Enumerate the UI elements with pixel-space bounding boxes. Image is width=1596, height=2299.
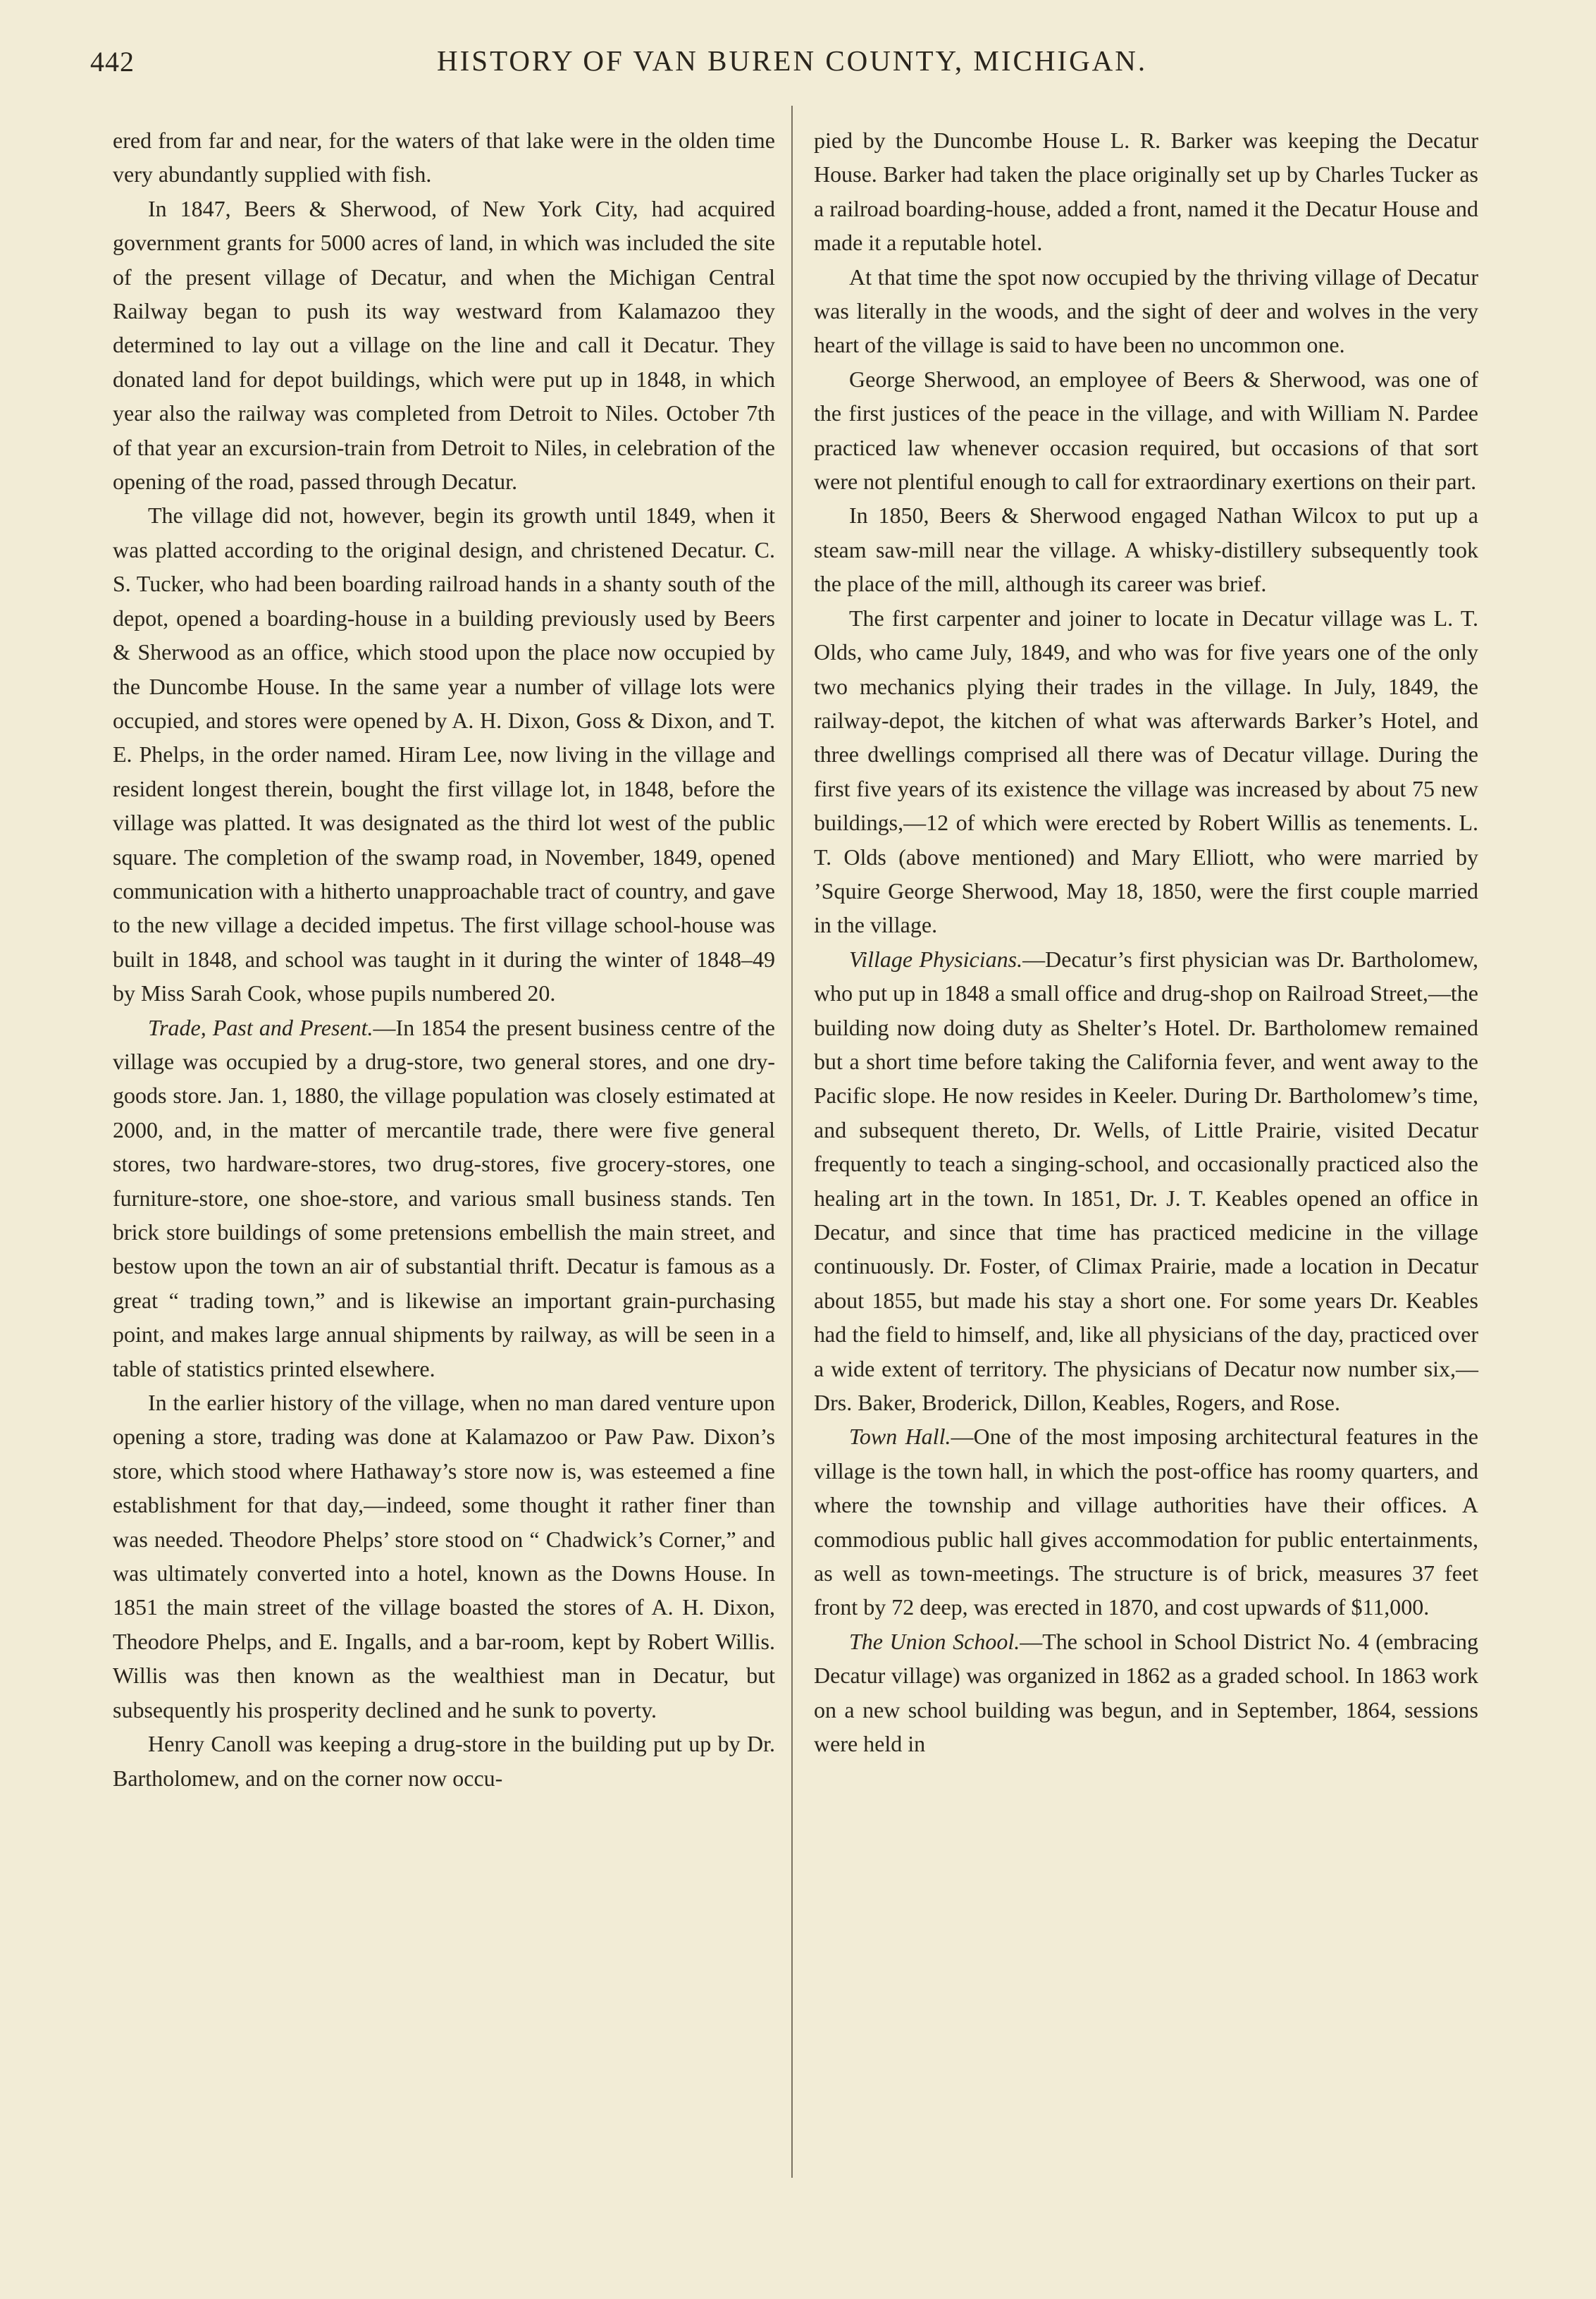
section-heading: Town Hall.	[849, 1424, 951, 1450]
paragraph: Henry Canoll was keeping a drug-store in the building put up by Dr. Bartholomew, and on the corner now occu-	[113, 1731, 775, 1791]
page-number: 442	[90, 46, 135, 78]
page-header	[0, 35, 1596, 92]
running-title: HISTORY OF VAN BUREN COUNTY, MICHIGAN.	[437, 44, 1148, 77]
paragraph: George Sherwood, an employee of Beers & Sherwood, was one of the first justices of the peace in the village, and with William N. Pardee practiced law whenever occasion required, but occasions of that sort were not plentiful enough to call for extraordinary exertions on their part.	[814, 366, 1478, 495]
paragraph: The village did not, however, begin its growth until 1849, when it was platted according to the original design, and christened Decatur. C. S. Tucker, who had been boarding railroad hands in a shanty south of the depot, opened a boarding-house in a building previously used by Beers & Sherwood as an office, which stood upon the place now occupied by the Duncombe House. In the same year a number of village lots were occupied, and stores were opened by A. H. Dixon, Goss & Dixon, and T. E. Phelps, in the order named. Hiram Lee, now living in the village and resident longest therein, bought the first village lot, in 1848, before the village was platted. It was designated as the third lot west of the public square. The completion of the swamp road, in November, 1849, opened communication with a hitherto unapproachable tract of country, and gave to the new village a decided impetus. The first village school-house was built in 1848, and school was taught in it during the winter of 1848–49 by Miss Sarah Cook, whose pupils numbered 20.	[113, 503, 775, 1006]
paragraph: ered from far and near, for the waters of that lake were in the olden time very abundantly supplied with fish.	[113, 128, 775, 187]
paragraph: pied by the Duncombe House L. R. Barker was keeping the Decatur House. Barker had taken the place originally set up by Charles Tucker as a railroad boarding-house, added a front, named it the Decatur House and made it a reputable hotel.	[814, 128, 1478, 256]
section-heading: Village Physicians.	[849, 946, 1023, 972]
paragraph: Trade, Past and Present.—In 1854 the present business centre of the village was occupied by a drug-store, two general stores, and one dry-goods store. Jan. 1, 1880, the village population was closely estimated at 2000, and, in the matter of mercantile trade, there were five general stores, two hardware-stores, two drug-stores, five grocery-stores, one furniture-store, one shoe-store, and various small business stands. Ten brick store buildings of some pretensions embellish the main street, and bestow upon the town an air of substantial thrift. Decatur is famous as a great “ trading town,” and is likewise an important grain-purchasing point, and makes large annual shipments by railway, as will be seen in a table of statistics printed elsewhere.	[113, 1014, 776, 1381]
paragraph: The first carpenter and joiner to locate in Decatur village was L. T. Olds, who came July, 1849, and who was for five years one of the only two mechanics plying their trades in the village. In July, 1849, the railway-depot, the kitchen of what was afterwards Barker’s Hotel, and three dwellings comprised all there was of Decatur village. During the first five years of its existence the village was increased by about 75 new buildings,—12 of which were erected by Robert Willis as tenements. L. T. Olds (above mentioned) and Mary Elliott, who were married by ’Squire George Sherwood, May 18, 1850, were the first couple married in the village.	[814, 605, 1478, 938]
paragraph: Village Physicians.—Decatur’s first physician was Dr. Bartholomew, who put up in 1848 a small office and drug-shop on Railroad Street,—the building now doing duty as Shelter’s Hotel. Dr. Bartholomew remained but a short time before taking the California fever, and went away to the Pacific slope. He now resides in Keeler. During Dr. Bartholomew’s time, and subsequent thereto, Dr. Wells, of Little Prairie, visited Decatur frequently to teach a singing-school, and occasionally practiced also the healing art in the town. In 1851, Dr. J. T. Keables opened an office in Decatur, and since that time has practiced medicine in the village continuously. Dr. Foster, of Climax Prairie, made a location in Decatur about 1855, but made his stay a short one. For some years Dr. Keables had the field to himself, and, like all physicians of the day, practiced over a wide extent of territory. The physicians of Decatur now number six,—Drs. Baker, Broderick, Dillon, Keables, Rogers, and Rose.	[814, 946, 1479, 1416]
paragraph: The Union School.—The school in School District No. 4 (embracing Decatur village) was organized in 1862 as a graded school. In 1863 work on a new school building was begun, and in September, 1864, sessions were held in	[814, 1628, 1479, 1757]
paragraph: In the earlier history of the village, when no man dared venture upon opening a store, trading was done at Kalamazoo or Paw Paw. Dixon’s store, which stood where Hathaway’s store now is, was esteemed a fine establishment for that day,—indeed, some thought it rather finer than was needed. Theodore Phelps’ store stood on “ Chadwick’s Corner,” and was ultimately converted into a hotel, known as the Downs House. In 1851 the main street of the village boasted the stores of A. H. Dixon, Theodore Phelps, and E. Ingalls, and a bar-room, kept by Robert Willis. Willis was then known as the wealthiest man in Decatur, but subsequently his prosperity declined and he sunk to poverty.	[113, 1390, 775, 1722]
paragraph: At that time the spot now occupied by the thriving village of Decatur was literally in the woods, and the sight of deer and wolves in the very heart of the village is said to have been no uncommon one.	[814, 264, 1478, 358]
right-column	[814, 123, 1478, 1761]
paragraph: Town Hall.—One of the most imposing architectural features in the village is the town hall, in which the post-office has roomy quarters, and where the township and village authorities have their offices. A commodious public hall gives accommodation for public entertainments, as well as town-meetings. The structure is of brick, measures 37 feet front by 72 deep, was erected in 1870, and cost upwards of $11,000.	[814, 1424, 1479, 1620]
left-column	[113, 123, 775, 1795]
section-heading: Trade, Past and Present.	[148, 1014, 373, 1040]
column-divider	[791, 106, 793, 2178]
paragraph: In 1847, Beers & Sherwood, of New York City, had acquired government grants for 5000 acres of land, in which was included the site of the present village of Decatur, and when the Michigan Central Railway began to push its way westward from Kalamazoo they determined to lay out a village on the line and call it Decatur. They donated land for depot buildings, which were put up in 1848, in which year also the railway was completed from Detroit to Niles. October 7th of that year an excursion-train from Detroit to Niles, in celebration of the opening of the road, passed through Decatur.	[113, 195, 775, 495]
paragraph: In 1850, Beers & Sherwood engaged Nathan Wilcox to put up a steam saw-mill near the village. A whisky-distillery subsequently took the place of the mill, although its career was brief.	[814, 503, 1478, 597]
section-heading: The Union School.	[849, 1628, 1020, 1654]
